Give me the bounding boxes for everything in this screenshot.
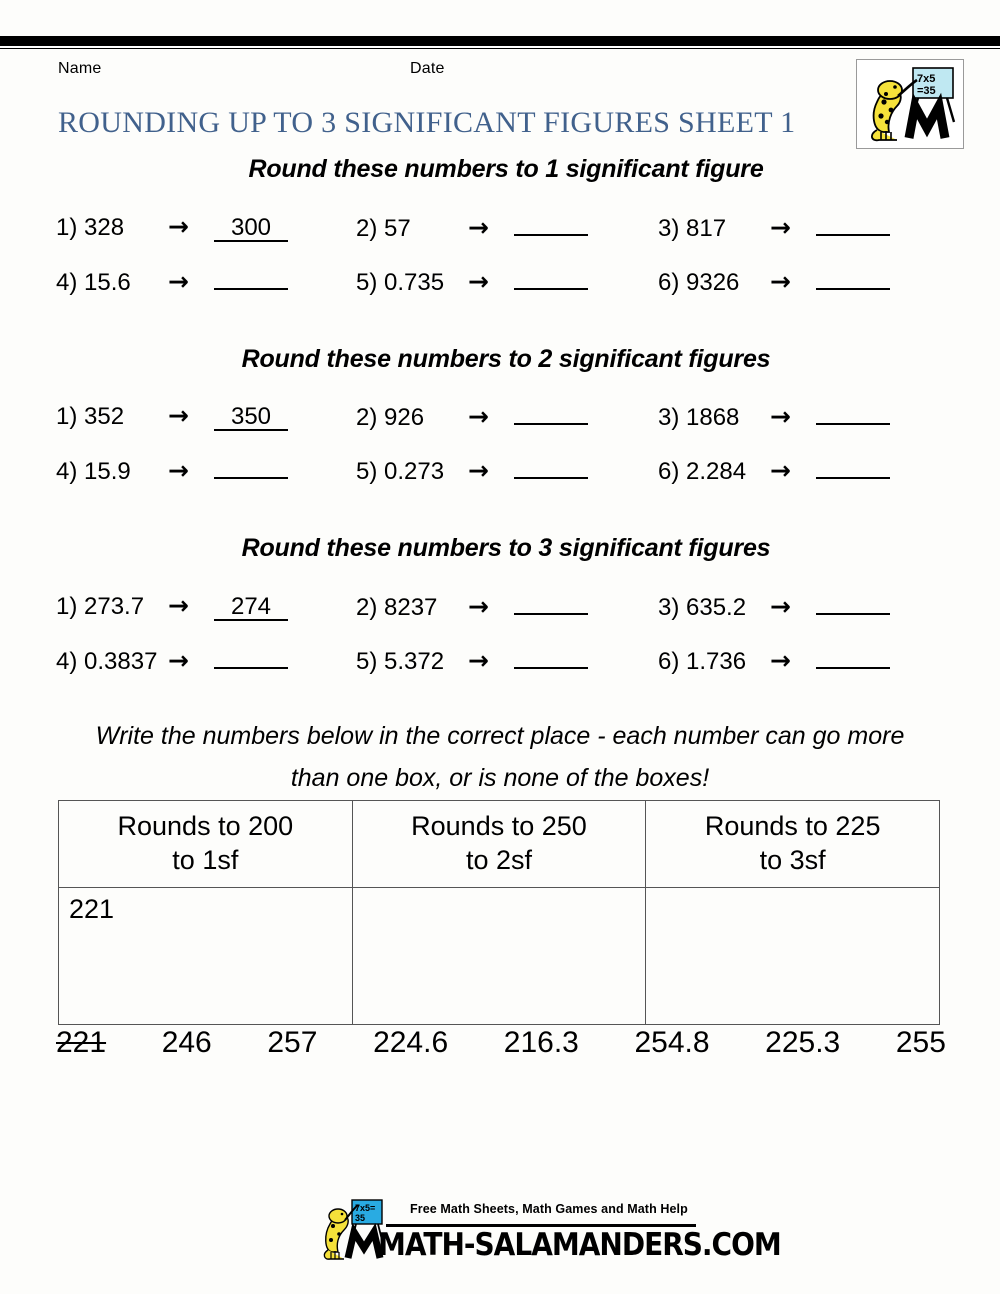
table-header-cell <box>59 801 353 888</box>
problem-label: 1) 328 <box>56 214 125 241</box>
problem-item <box>56 455 288 486</box>
number-bank-item[interactable]: 254.8 <box>634 1026 710 1059</box>
arrow-icon: → <box>770 402 791 431</box>
problem-label: 6) 2.284 <box>658 458 747 485</box>
answer-blank[interactable] <box>514 401 588 425</box>
problem-label: 6) 9326 <box>658 269 740 296</box>
arrow-icon: → <box>468 267 489 296</box>
problem-item <box>658 455 890 486</box>
number-bank-item[interactable]: 225.3 <box>765 1026 841 1059</box>
answer-blank[interactable] <box>514 591 588 615</box>
problem-label: 4) 15.6 <box>56 269 131 296</box>
problem-item <box>56 401 288 431</box>
problem-item <box>356 591 588 622</box>
problem-label: 6) 1.736 <box>658 648 747 675</box>
answer-blank[interactable]: 350 <box>214 404 288 431</box>
section-heading-1sf: Round these numbers to 1 significant figure <box>248 155 764 183</box>
date-label: Date <box>410 60 445 77</box>
problem-item <box>658 212 890 243</box>
name-label: Name <box>58 60 102 77</box>
problem-row <box>0 401 1000 449</box>
answer-blank[interactable] <box>816 401 890 425</box>
arrow-icon: → <box>168 267 189 296</box>
number-bank <box>56 1026 946 1060</box>
arrow-icon: → <box>168 212 189 241</box>
problem-label: 1) 273.7 <box>56 593 145 620</box>
problem-label: 5) 0.735 <box>356 269 445 296</box>
svg-text:=35: =35 <box>917 85 936 97</box>
answer-blank[interactable] <box>214 645 288 669</box>
answer-blank[interactable]: 274 <box>214 594 288 621</box>
answer-blank[interactable] <box>816 455 890 479</box>
number-bank-item[interactable]: 221 <box>56 1026 107 1059</box>
problem-row <box>0 645 1000 693</box>
problem-item <box>56 266 288 297</box>
section-heading-3sf: Round these numbers to 3 significant figures <box>241 534 771 562</box>
arrow-icon: → <box>468 456 489 485</box>
answer-blank[interactable] <box>214 266 288 290</box>
answer-blank[interactable] <box>816 212 890 236</box>
answer-blank[interactable] <box>214 455 288 479</box>
problem-item <box>56 645 288 676</box>
problem-label: 5) 0.273 <box>356 458 445 485</box>
header-rule <box>0 36 1000 46</box>
problem-item <box>356 401 588 432</box>
number-bank-item[interactable]: 224.6 <box>373 1026 449 1059</box>
answer-cell[interactable] <box>352 888 646 1025</box>
header-line2: to 3sf <box>759 845 826 875</box>
problem-label: 5) 5.372 <box>356 648 445 675</box>
table-header-cell <box>646 801 940 888</box>
svg-text:7x5=: 7x5= <box>355 1203 376 1213</box>
table-header-cell <box>352 801 646 888</box>
number-bank-item[interactable]: 257 <box>267 1026 318 1059</box>
arrow-icon: → <box>770 456 791 485</box>
sorting-instruction-line2: than one box, or is none of the boxes! <box>290 764 710 792</box>
arrow-icon: → <box>770 267 791 296</box>
number-bank-item[interactable]: 216.3 <box>503 1026 579 1059</box>
problem-row <box>0 591 1000 639</box>
table-header-row <box>59 801 940 888</box>
answer-blank[interactable]: 300 <box>214 215 288 242</box>
header-line1: Rounds to 225 <box>704 811 881 842</box>
answer-blank[interactable] <box>514 212 588 236</box>
answer-cell[interactable] <box>646 888 940 1025</box>
header-line2: to 1sf <box>172 845 239 875</box>
problem-item <box>658 266 890 297</box>
number-bank-item[interactable]: 255 <box>895 1026 946 1059</box>
arrow-icon: → <box>770 646 791 675</box>
answer-blank[interactable] <box>514 455 588 479</box>
problem-item <box>56 212 288 242</box>
problem-label: 2) 926 <box>356 404 425 431</box>
problem-label: 2) 57 <box>356 215 411 242</box>
answer-blank[interactable] <box>816 645 890 669</box>
problem-row <box>0 212 1000 260</box>
arrow-icon: → <box>168 401 189 430</box>
footer-brand: MATH-SALAMANDERS.COM <box>378 1226 781 1263</box>
problem-label: 4) 15.9 <box>56 458 131 485</box>
math-salamanders-logo <box>856 59 964 149</box>
arrow-icon: → <box>468 592 489 621</box>
problem-row <box>0 266 1000 314</box>
header-line1: Rounds to 250 <box>411 811 587 842</box>
answer-blank[interactable] <box>514 645 588 669</box>
problem-item <box>658 591 890 622</box>
section-heading-2sf: Round these numbers to 2 significant figures <box>241 345 771 373</box>
problem-item <box>658 401 890 432</box>
number-bank-item[interactable]: 246 <box>161 1026 212 1059</box>
page-title: ROUNDING UP TO 3 SIGNIFICANT FIGURES SHEET 1 <box>58 106 796 139</box>
footer-inner <box>300 1188 781 1268</box>
header-line1: Rounds to 200 <box>117 811 294 842</box>
arrow-icon: → <box>168 591 189 620</box>
problem-item <box>56 591 288 621</box>
problem-label: 3) 635.2 <box>658 594 747 621</box>
problem-label: 1) 352 <box>56 403 125 430</box>
answer-blank[interactable] <box>816 266 890 290</box>
problem-item <box>356 266 588 297</box>
problem-item <box>356 645 588 676</box>
problem-label: 3) 817 <box>658 215 727 242</box>
answer-blank[interactable] <box>816 591 890 615</box>
salamander-mascot-icon <box>857 60 963 148</box>
footer <box>0 1188 1000 1268</box>
problem-label: 2) 8237 <box>356 594 438 621</box>
footer-tagline: Free Math Sheets, Math Games and Math Help <box>410 1202 688 1216</box>
table-row <box>59 888 940 1025</box>
svg-text:35: 35 <box>355 1213 366 1223</box>
arrow-icon: → <box>770 213 791 242</box>
arrow-icon: → <box>468 402 489 431</box>
arrow-icon: → <box>168 646 189 675</box>
problem-item <box>658 645 890 676</box>
problem-item <box>356 212 588 243</box>
problem-label: 4) 0.3837 <box>56 648 158 675</box>
arrow-icon: → <box>770 592 791 621</box>
arrow-icon: → <box>168 456 189 485</box>
sorting-table <box>58 800 940 1025</box>
answer-blank[interactable] <box>514 266 588 290</box>
sorting-instruction-line1: Write the numbers below in the correct place - each number can go more <box>95 722 905 750</box>
problem-row <box>0 455 1000 503</box>
arrow-icon: → <box>468 213 489 242</box>
answer-cell[interactable]: 221 <box>59 888 353 1025</box>
header-line2: to 2sf <box>465 845 532 875</box>
problem-item <box>356 455 588 486</box>
problem-label: 3) 1868 <box>658 404 740 431</box>
arrow-icon: → <box>468 646 489 675</box>
svg-text:7x5: 7x5 <box>917 73 936 85</box>
